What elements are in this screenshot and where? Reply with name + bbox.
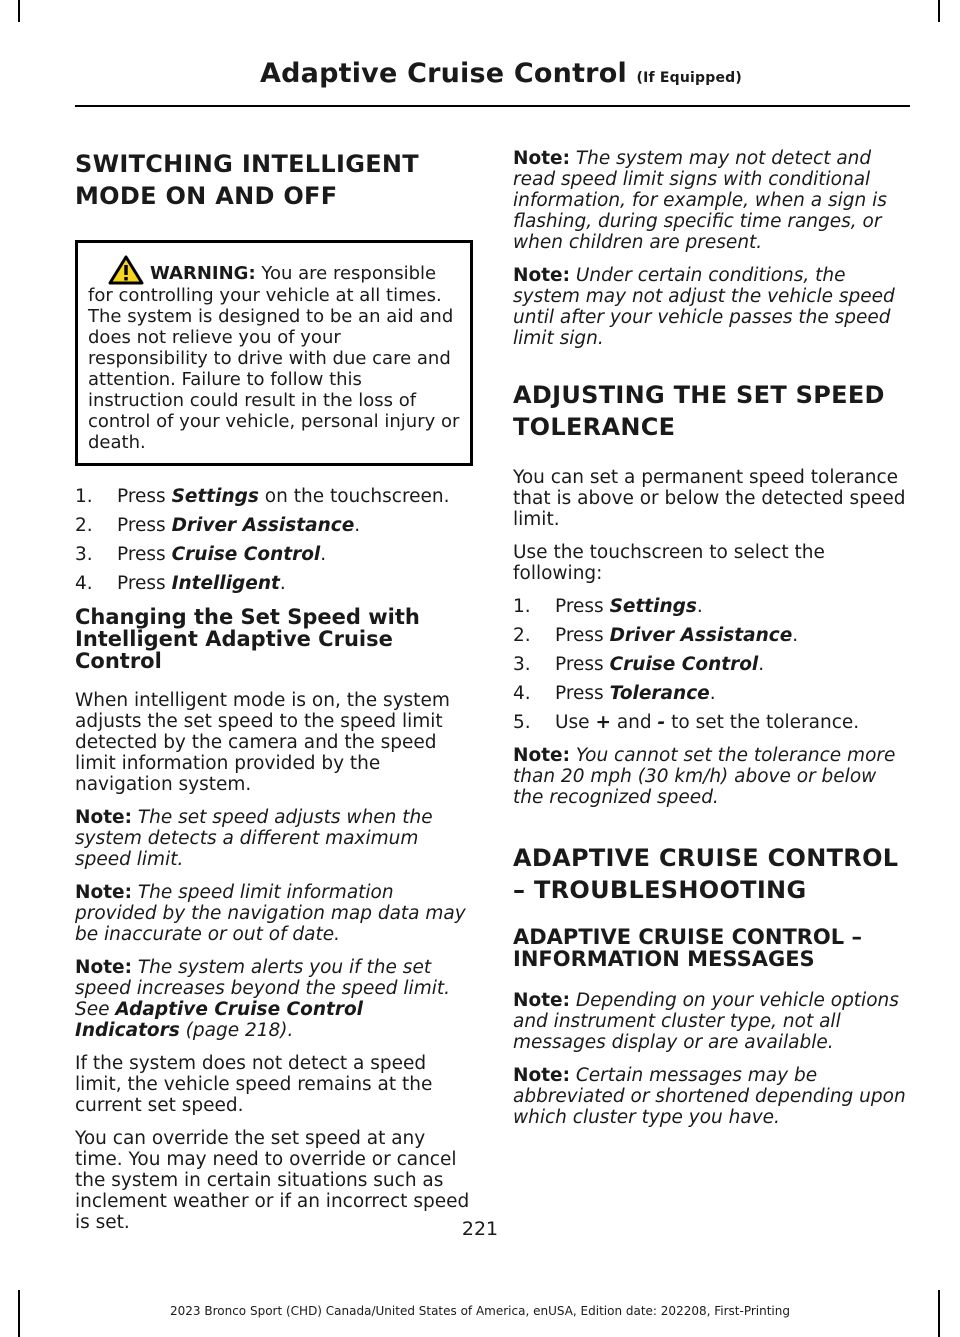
- step-text: .: [758, 654, 765, 675]
- note-text: The set speed adjusts when the system detects a different maximum speed limit.: [75, 807, 433, 870]
- warning-box: [75, 240, 473, 466]
- page-number: 221: [461, 1218, 499, 1240]
- note-label: Note:: [513, 1065, 570, 1086]
- left-column: [75, 148, 473, 1245]
- step-text: .: [354, 515, 361, 536]
- header-title-text: Adaptive Cruise Control: [260, 58, 627, 89]
- page-header-title: [260, 58, 742, 89]
- step-text: Press: [117, 544, 172, 565]
- step-menu-name: Settings: [609, 596, 697, 617]
- step-text: Press: [117, 486, 172, 507]
- section-heading-troubleshooting: [513, 842, 910, 906]
- note-text: You cannot set the tolerance more than 20 mph (30 km/h) above or below the recognized speed.: [513, 745, 896, 808]
- paragraph: If the system does not detect a speed limit, the vehicle speed remains at the current set speed.: [75, 1053, 433, 1116]
- right-column: [513, 148, 910, 1140]
- steps-list-tolerance: [513, 596, 910, 733]
- list-item: [513, 596, 910, 617]
- note-text: The system alerts you if the set speed increases beyond the speed limit. See: [75, 957, 450, 1020]
- note: [75, 882, 473, 945]
- page-reference: (page 218).: [179, 1020, 294, 1041]
- note-label: Note:: [75, 957, 132, 978]
- step-text: Press: [117, 515, 172, 536]
- heading-line: ADJUSTING THE SET SPEED: [513, 381, 885, 409]
- note-label: Note:: [75, 882, 132, 903]
- plus-symbol: +: [595, 712, 611, 733]
- note-label: Note:: [513, 990, 570, 1011]
- steps-list-intelligent: [75, 486, 473, 594]
- warning-text: You are responsible for controlling your vehicle at all times. The system is designed to be an aid and does not relieve you of your responsibility to drive with due care and attention. Failure to follow this instruction could result in the loss of control of your vehicle, personal injury or death.: [88, 263, 460, 453]
- step-number: 1.: [513, 596, 531, 617]
- step-menu-name: Driver Assistance: [609, 625, 793, 646]
- list-item: [75, 544, 473, 565]
- list-item: [75, 573, 473, 594]
- note-text: Depending on your vehicle options and instrument cluster type, not all messages display or are available.: [513, 990, 899, 1053]
- step-text: .: [792, 625, 799, 646]
- step-number: 3.: [513, 654, 531, 675]
- note-text: The speed limit information provided by the navigation map data may be inaccurate or out of date.: [75, 882, 466, 945]
- note-label: Note:: [513, 265, 570, 286]
- note: [75, 957, 473, 1041]
- step-number: 3.: [75, 544, 93, 565]
- paragraph: When intelligent mode is on, the system adjusts the set speed to the speed limit detected by the camera and the speed limit information provided by the navigation system.: [75, 690, 450, 795]
- step-text: on the touchscreen.: [258, 486, 450, 507]
- cross-reference-link[interactable]: Adaptive Cruise Control Indicators: [75, 999, 364, 1041]
- step-text: .: [709, 683, 716, 704]
- note: [513, 745, 910, 808]
- minus-symbol: -: [657, 712, 666, 733]
- step-number: 4.: [513, 683, 531, 704]
- step-text: to set the tolerance.: [665, 712, 860, 733]
- list-item: [513, 683, 910, 704]
- note: [513, 148, 910, 253]
- heading-line: TOLERANCE: [513, 413, 676, 441]
- step-menu-name: Tolerance: [609, 683, 710, 704]
- heading-line: – TROUBLESHOOTING: [513, 876, 807, 904]
- note: [513, 990, 910, 1053]
- warning-triangle-icon: [108, 255, 144, 285]
- heading-line: ADAPTIVE CRUISE CONTROL: [513, 844, 899, 872]
- crop-mark: [18, 0, 20, 22]
- step-text: .: [320, 544, 327, 565]
- header-title-suffix: (If Equipped): [636, 70, 742, 86]
- step-menu-name: Intelligent: [171, 573, 280, 594]
- note: [513, 265, 910, 349]
- paragraph: Use the touchscreen to select the following:: [513, 542, 825, 584]
- step-number: 2.: [513, 625, 531, 646]
- step-number: 4.: [75, 573, 93, 594]
- step-menu-name: Cruise Control: [609, 654, 759, 675]
- note-label: Note:: [75, 807, 132, 828]
- step-number: 1.: [75, 486, 93, 507]
- step-text: Press: [555, 654, 610, 675]
- paragraph: You can set a permanent speed tolerance that is above or below the detected speed limit.: [513, 467, 906, 530]
- note-label: Note:: [513, 745, 570, 766]
- step-number: 5.: [513, 712, 531, 733]
- subheading-information-messages: ADAPTIVE CRUISE CONTROL – INFORMATION MESSAGES: [513, 925, 862, 971]
- heading-line: MODE ON AND OFF: [75, 182, 338, 210]
- step-number: 2.: [75, 515, 93, 536]
- header-rule: [75, 105, 910, 107]
- section-heading-tolerance: [513, 379, 910, 443]
- note: [75, 807, 473, 870]
- step-text: and: [610, 712, 658, 733]
- warning-label: WARNING:: [150, 263, 256, 284]
- list-item: [513, 712, 910, 733]
- step-text: Use: [555, 712, 596, 733]
- step-text: Press: [117, 573, 172, 594]
- step-text: .: [279, 573, 286, 594]
- step-menu-name: Driver Assistance: [171, 515, 355, 536]
- step-text: Press: [555, 596, 610, 617]
- step-menu-name: Cruise Control: [171, 544, 321, 565]
- crop-mark: [938, 0, 940, 22]
- list-item: [75, 486, 473, 507]
- note: [513, 1065, 910, 1128]
- note-label: Note:: [513, 148, 570, 169]
- step-text: Press: [555, 625, 610, 646]
- step-text: .: [696, 596, 703, 617]
- step-text: Press: [555, 683, 610, 704]
- step-menu-name: Settings: [171, 486, 259, 507]
- heading-line: SWITCHING INTELLIGENT: [75, 150, 419, 178]
- section-heading-switching: [75, 148, 473, 212]
- subheading-changing-set-speed: Changing the Set Speed with Intelligent Adaptive Cruise Control: [75, 605, 420, 673]
- note-text: Certain messages may be abbreviated or shortened depending upon which cluster type you have.: [513, 1065, 906, 1128]
- note-text: The system may not detect and read speed limit signs with conditional information, for example, when a sign is flashing, during specific time ranges, or when children are present.: [513, 148, 887, 253]
- list-item: [75, 515, 473, 536]
- note-text: Under certain conditions, the system may not adjust the vehicle speed until after your vehicle passes the speed limit sign.: [513, 265, 895, 349]
- list-item: [513, 625, 910, 646]
- paragraph: You can override the set speed at any time. You may need to override or cancel the system in certain situations such as inclement weather or if an incorrect speed is set.: [75, 1128, 470, 1233]
- footer-edition-info: 2023 Bronco Sport (CHD) Canada/United States of America, enUSA, Edition date: 202208, First-Printing: [170, 1304, 790, 1318]
- list-item: [513, 654, 910, 675]
